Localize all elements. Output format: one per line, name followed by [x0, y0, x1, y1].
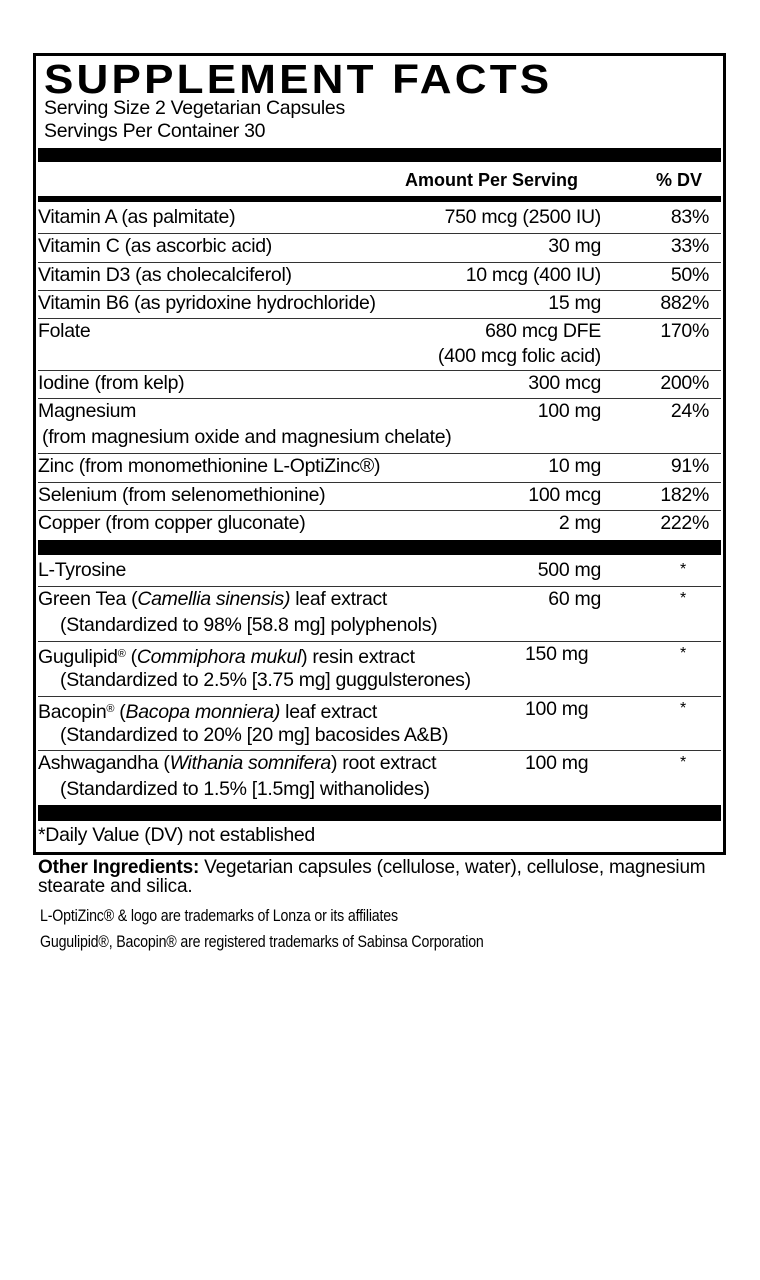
nutrient-source: (from magnesium oxide and magnesium chelate)	[42, 426, 452, 448]
nutrient-amount-secondary: (400 mcg folic acid)	[437, 345, 601, 367]
nutrient-name: Folate	[38, 320, 91, 342]
dv-not-established-marker: *	[680, 700, 686, 717]
dv-footnote: *Daily Value (DV) not established	[38, 824, 315, 846]
registered-mark: ®	[106, 703, 115, 715]
botanical-standardization: (Standardized to 20% [20 mg] bacosides A&B)	[60, 724, 449, 746]
nutrient-dv: 882%	[660, 292, 709, 314]
nutrient-row	[38, 370, 721, 398]
botanical-amount: 150 mg	[525, 643, 589, 665]
botanical-amount: 60 mg	[548, 588, 601, 610]
nutrient-name: Vitamin B6 (as pyridoxine hydrochloride)	[38, 292, 376, 314]
dv-not-established-marker: *	[680, 645, 686, 662]
trademark-notice: L-OptiZinc® & logo are trademarks of Lonza or its affiliates	[40, 907, 398, 925]
other-ingredients	[38, 858, 728, 896]
serving-size: Serving Size 2 Vegetarian Capsules	[44, 97, 345, 119]
botanical-name: Bacopin® (Bacopa monniera) leaf extract	[38, 701, 377, 723]
nutrient-name: Selenium (from selenomethionine)	[38, 484, 326, 506]
nutrient-name: Copper (from copper gluconate)	[38, 512, 306, 534]
nutrient-dv: 222%	[660, 512, 709, 534]
nutrient-row	[38, 204, 721, 232]
botanical-name: Gugulipid® (Commiphora mukul) resin extract	[38, 646, 415, 668]
nutrient-row	[38, 510, 721, 538]
nutrient-row	[38, 233, 721, 261]
thick-divider-top	[38, 148, 721, 162]
nutrient-dv: 24%	[670, 400, 709, 422]
nutrient-row	[38, 453, 721, 481]
botanical-latin-name: Camellia sinensis)	[137, 588, 291, 610]
column-header-amount: Amount Per Serving	[405, 170, 579, 190]
nutrient-amount: 2 mg	[558, 512, 601, 534]
botanical-amount: 500 mg	[537, 559, 601, 581]
nutrient-amount: 10 mg	[548, 455, 601, 477]
column-header-dv: % DV	[656, 170, 703, 190]
nutrient-row	[38, 318, 721, 370]
other-ingredients-text: Vegetarian capsules (cellulose, water), cellulose, magnesium stearate and silica.	[38, 857, 706, 897]
nutrient-row	[38, 262, 721, 290]
thick-divider-bottom	[38, 805, 721, 821]
nutrient-name: Vitamin D3 (as cholecalciferol)	[38, 264, 292, 286]
other-ingredients-label: Other Ingredients:	[38, 857, 200, 878]
nutrient-name: Vitamin C (as ascorbic acid)	[38, 235, 272, 257]
nutrient-amount: 100 mg	[537, 400, 601, 422]
nutrient-row	[38, 398, 721, 453]
nutrient-row	[38, 482, 721, 510]
panel-title: SUPPLEMENT FACTS	[44, 57, 553, 103]
dv-not-established-marker: *	[680, 754, 686, 771]
nutrient-dv: 33%	[670, 235, 709, 257]
dv-not-established-marker: *	[680, 590, 686, 607]
nutrient-amount: 300 mcg	[528, 372, 601, 394]
botanical-name: L-Tyrosine	[38, 559, 127, 581]
nutrient-amount: 15 mg	[548, 292, 601, 314]
nutrient-amount: 30 mg	[548, 235, 601, 257]
botanical-row	[38, 641, 721, 696]
botanical-row	[38, 750, 721, 804]
botanical-row	[38, 586, 721, 641]
botanical-latin-name: Commiphora mukul	[136, 646, 302, 668]
nutrient-dv: 182%	[660, 484, 709, 506]
botanical-standardization: (Standardized to 1.5% [1.5mg] withanolides)	[60, 778, 430, 800]
nutrient-amount: 680 mcg DFE	[485, 320, 601, 342]
servings-per-container: Servings Per Container 30	[44, 120, 266, 142]
nutrient-amount: 10 mcg (400 IU)	[465, 264, 601, 286]
nutrient-name: Iodine (from kelp)	[38, 372, 185, 394]
nutrient-amount: 750 mcg (2500 IU)	[444, 206, 601, 228]
botanical-latin-name: Withania somnifera	[169, 752, 331, 774]
nutrient-dv: 83%	[670, 206, 709, 228]
nutrient-dv: 170%	[660, 320, 709, 342]
botanical-row	[38, 696, 721, 750]
botanical-amount: 100 mg	[525, 698, 589, 720]
supplement-facts-panel	[33, 53, 726, 855]
botanical-name: Green Tea (Camellia sinensis) leaf extract	[38, 588, 388, 610]
nutrient-dv: 50%	[670, 264, 709, 286]
registered-mark: ®	[117, 648, 126, 660]
botanical-standardization: (Standardized to 98% [58.8 mg] polyphenols)	[60, 614, 438, 636]
nutrient-name: Zinc (from monomethionine L-OptiZinc®)	[38, 455, 381, 477]
nutrient-dv: 200%	[660, 372, 709, 394]
header-divider	[38, 196, 721, 202]
thick-divider-middle	[38, 540, 721, 555]
botanical-standardization: (Standardized to 2.5% [3.75 mg] guggulsterones)	[60, 669, 471, 691]
dv-not-established-marker: *	[680, 561, 686, 578]
nutrient-row	[38, 290, 721, 318]
botanical-amount: 100 mg	[525, 752, 589, 774]
nutrient-name: Magnesium	[38, 400, 137, 422]
nutrient-name: Vitamin A (as palmitate)	[38, 206, 236, 228]
nutrient-dv: 91%	[670, 455, 709, 477]
botanical-name: Ashwagandha (Withania somnifera) root extract	[38, 752, 437, 774]
botanical-latin-name: Bacopa monniera)	[125, 701, 281, 723]
nutrient-amount: 100 mcg	[528, 484, 601, 506]
botanical-row	[38, 557, 721, 585]
trademark-notice: Gugulipid®, Bacopin® are registered trademarks of Sabinsa Corporation	[40, 933, 484, 951]
